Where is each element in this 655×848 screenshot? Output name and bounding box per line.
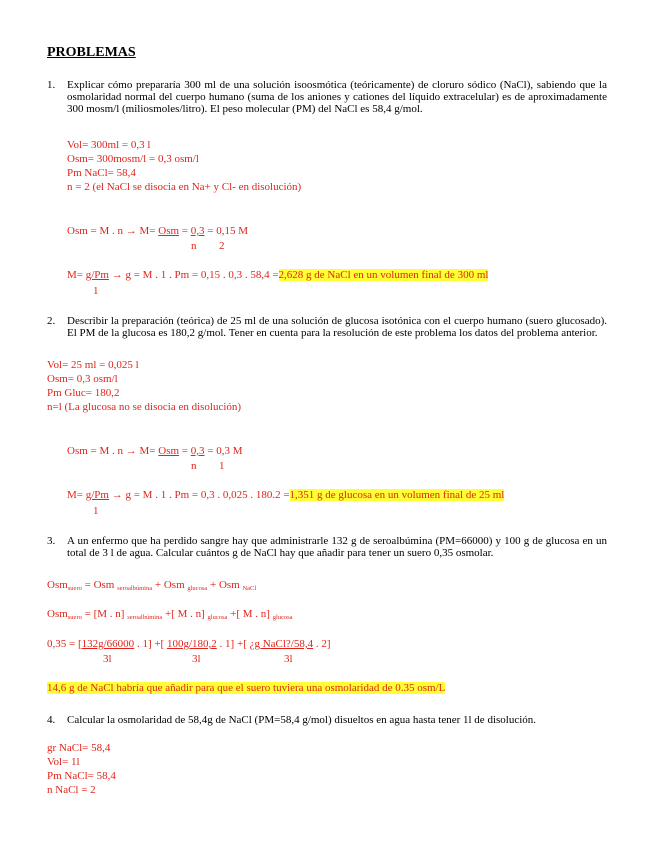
page-title: PROBLEMAS	[47, 45, 136, 60]
subscript: glucosa	[207, 614, 228, 621]
problem-4-number: 4.	[47, 714, 56, 726]
problem-3-equation-1	[47, 579, 256, 595]
problem-4-data-line: gr NaCl= 58,4	[47, 742, 111, 754]
eq-term: . 1] +[	[134, 638, 167, 650]
eq-lhs: M=	[67, 269, 83, 281]
subscript: NaCl	[242, 585, 257, 592]
osm-term: Osm	[47, 608, 68, 620]
problem-2-data-line: n=l (La glucosa no se disocia en disolución)	[47, 401, 242, 413]
subscript: suero	[67, 614, 82, 621]
eq-numerator: 100g/180,2	[166, 638, 217, 650]
problem-2-equation-2	[67, 489, 504, 501]
problem-1-number: 1.	[47, 79, 56, 91]
problem-1-data-line: Vol= 300ml = 0,3 l	[67, 139, 151, 151]
eq-operator: + Osm	[152, 579, 188, 591]
eq-equals: =	[181, 225, 189, 237]
eq-denominator: 2	[219, 240, 225, 252]
eq-numerator: Osm	[158, 225, 180, 237]
eq-lhs: M=	[67, 489, 83, 501]
subscript: seroalbúmina	[117, 585, 153, 592]
eq-term: = [M . n]	[81, 608, 128, 620]
eq-numerator: g/Pm	[85, 489, 109, 501]
problem-3-answer: 14,6 g de NaCl habría que añadir para que el suero tuviera una osmolaridad de 0.35 osm/L	[47, 682, 446, 694]
problem-2-answer: 1,351 g de glucosa en un volumen final de 25 ml	[289, 489, 505, 501]
eq-result: = 0,3 M	[207, 445, 243, 457]
eq-numerator: ¿g NaCl?/58,4	[249, 638, 314, 650]
problem-4-statement: Calcular la osmolaridad de 58,4g de NaCl (PM=58,4 g/mol) disueltos en agua hasta tener 1l de disolución.	[67, 714, 537, 726]
problem-2-data-line: Pm Gluc= 180,2	[47, 387, 120, 399]
problem-3-number: 3.	[47, 535, 56, 547]
subscript: seroalbúmina	[127, 614, 163, 621]
eq-result: = 0,15 M	[207, 225, 248, 237]
eq-term: . 2]	[313, 638, 331, 650]
eq-term: 0,35 = [	[47, 638, 82, 650]
problem-1-data-line: Pm NaCl= 58,4	[67, 167, 136, 179]
eq-lhs: Osm = M . n → M	[67, 445, 150, 457]
eq-calculation: → g = M . 1 . Pm = 0,3 . 0,025 . 180.2 =	[111, 489, 290, 501]
eq-operator: + Osm	[207, 579, 243, 591]
eq-numerator: 0,3	[190, 225, 205, 237]
eq-equals: =	[181, 445, 189, 457]
problem-1-answer: 2,628 g de NaCl en un volumen final de 300 ml	[278, 269, 489, 281]
eq-denominator: 1	[219, 460, 225, 472]
problem-1-equation-1	[67, 225, 248, 237]
eq-denominator: 3l	[192, 653, 201, 665]
subscript: glucosa	[272, 614, 293, 621]
problem-3-answer-line	[47, 682, 445, 694]
eq-denominator: n	[191, 240, 197, 252]
problem-4-data-line: n NaCl = 2	[47, 784, 96, 796]
eq-numerator: 0,3	[190, 445, 205, 457]
eq-numerator: g/Pm	[85, 269, 109, 281]
problem-2-number: 2.	[47, 315, 56, 327]
subscript: glucosa	[187, 585, 208, 592]
eq-term: +[ M . n]	[162, 608, 208, 620]
problem-4-data-line: Pm NaCl= 58,4	[47, 770, 116, 782]
problem-1-data-line: Osm= 300mosm/l = 0,3 osm/l	[67, 153, 199, 165]
eq-numerator: 132g/66000	[81, 638, 135, 650]
eq-denominator: n	[191, 460, 197, 472]
eq-denominator: 3l	[284, 653, 293, 665]
problem-3-equation-2	[47, 608, 293, 624]
problem-1-equation-2	[67, 269, 488, 281]
osm-term: Osm	[47, 579, 68, 591]
problem-2-data-line: Vol= 25 ml = 0,025 l	[47, 359, 139, 371]
subscript: suero	[67, 585, 82, 592]
problem-3-equation-3	[47, 638, 331, 650]
eq-term: . 1] +[	[216, 638, 250, 650]
eq-equals: =	[149, 225, 156, 237]
problem-2-statement: Describir la preparación (teórica) de 25 ml de una solución de glucosa isotónica con el cuerpo humano (suero glucosado). El PM de la glucosa es 180,2 g/mol. Tener en cuenta para la resolución de este problema los datos del problema anterior.	[67, 315, 607, 339]
eq-operator: = Osm	[81, 579, 118, 591]
problem-1-statement: Explicar cómo prepararía 300 ml de una solución isoosmótica (teóricamente) de cloruro sódico (NaCl), sabiendo que la osmolaridad normal del cuerpo humano (suma de los aniones y cationes del líquido extracelular) es de aproximadamente 300 mosm/l (miliosmoles/litro). El peso molecular (PM) del NaCl es 58,4 g/mol.	[67, 79, 607, 115]
eq-calculation: → g = M . 1 . Pm = 0,15 . 0,3 . 58,4 =	[111, 269, 279, 281]
eq-equals: =	[149, 445, 156, 457]
eq-denominator: 1	[93, 285, 99, 297]
eq-denominator: 1	[93, 505, 99, 517]
eq-numerator: Osm	[158, 445, 180, 457]
problem-3-statement: A un enfermo que ha perdido sangre hay que administrarle 132 g de seroalbúmina (PM=66000) y 100 g de glucosa en un total de 3 l de agua. Calcular cuántos g de NaCl hay que añadir para tener un suero 0,35 osmolar.	[67, 535, 607, 559]
eq-denominator: 3l	[103, 653, 112, 665]
problem-4-data-line: Vol= 1l	[47, 756, 80, 768]
problem-1-data-line: n = 2 (el NaCl se disocia en Na+ y Cl- en disolución)	[67, 181, 302, 193]
problem-2-data-line: Osm= 0,3 osm/l	[47, 373, 118, 385]
eq-term: +[ M . n]	[227, 608, 273, 620]
eq-lhs: Osm = M . n → M	[67, 225, 150, 237]
problem-2-equation-1	[67, 445, 243, 457]
